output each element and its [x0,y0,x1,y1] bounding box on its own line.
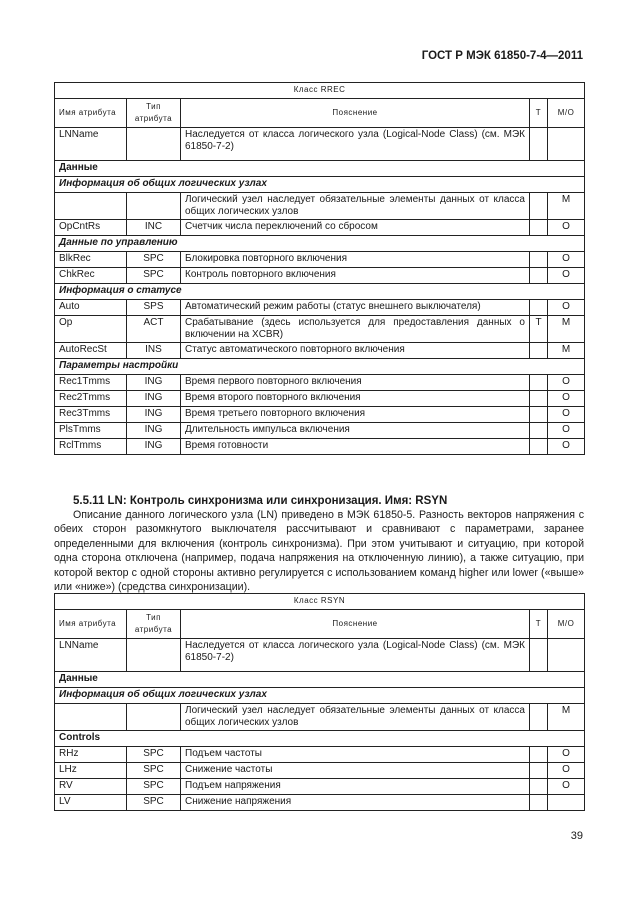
explanation-cell: Время готовности [181,439,530,455]
col-header-type: Тип атрибута [127,610,181,639]
table-row [55,779,585,795]
explanation-cell: Статус автоматического повторного включения [181,343,530,359]
explanation-cell: Контроль повторного включения [181,268,530,284]
col-header-t: T [530,610,548,639]
attr-cell: BlkRec [55,252,127,268]
col-header-explanation: Пояснение [181,99,530,128]
mo-cell: O [548,252,585,268]
explanation-cell: Логический узел наследует обязательные элементы данных от класса общих логических узлов [181,193,530,220]
mo-cell: O [548,300,585,316]
table-row [55,423,585,439]
attr-cell: Rec3Tmms [55,407,127,423]
table-row [55,763,585,779]
page-number: 39 [570,830,583,842]
type-cell: ING [127,439,181,455]
table-row [55,704,585,731]
table-header-row [55,99,585,128]
type-cell: INC [127,220,181,236]
type-cell: INS [127,343,181,359]
attr-cell: LNName [55,639,127,672]
attr-cell: LNName [55,128,127,161]
explanation-cell: Логический узел наследует обязательные элементы данных от класса общих логических узлов [181,704,530,731]
table-row [55,193,585,220]
attr-cell: LV [55,795,127,811]
explanation-cell: Снижение частоты [181,763,530,779]
table-header-row [55,610,585,639]
table-row [55,439,585,455]
attr-cell: LHz [55,763,127,779]
attr-cell: OpCntRs [55,220,127,236]
type-cell: ING [127,423,181,439]
section-row-settings: Параметры настройки [55,359,585,375]
explanation-cell: Блокировка повторного включения [181,252,530,268]
type-cell: SPC [127,747,181,763]
table-row [55,639,585,672]
type-cell: SPC [127,252,181,268]
table-row [55,268,585,284]
table-caption: Класс RSYN [55,594,585,610]
rrec-table [54,82,585,455]
section-row-data: Данные [55,672,585,688]
attr-cell: RHz [55,747,127,763]
table-row [55,747,585,763]
mo-cell: O [548,763,585,779]
col-header-mo: M/O [548,610,585,639]
col-header-attr: Имя атрибута [55,610,127,639]
mo-cell: O [548,439,585,455]
mo-cell: O [548,375,585,391]
explanation-cell: Срабатывание (здесь используется для предоставления данных о включении на XCBR) [181,316,530,343]
col-header-mo: M/O [548,99,585,128]
type-cell: SPS [127,300,181,316]
mo-cell: M [548,343,585,359]
section-row-common: Информация об общих логических узлах [55,177,585,193]
col-header-type: Тип атрибута [127,99,181,128]
table-row [55,220,585,236]
col-header-explanation: Пояснение [181,610,530,639]
attr-cell: Rec1Tmms [55,375,127,391]
section-row-status: Информация о статусе [55,284,585,300]
explanation-cell: Подъем напряжения [181,779,530,795]
attr-cell: Rec2Tmms [55,391,127,407]
explanation-cell: Наследуется от класса логического узла (Logical-Node Class) (см. МЭК 61850-7-2) [181,128,530,161]
table-row [55,795,585,811]
table-row [55,300,585,316]
attr-cell: ChkRec [55,268,127,284]
attr-cell: PlsTmms [55,423,127,439]
explanation-cell: Наследуется от класса логического узла (Logical-Node Class) (см. МЭК 61850-7-2) [181,639,530,672]
table-row [55,252,585,268]
explanation-cell: Время третьего повторного включения [181,407,530,423]
mo-cell: O [548,268,585,284]
table-row [55,128,585,161]
explanation-cell: Счетчик числа переключений со сбросом [181,220,530,236]
section-row-controls: Controls [55,731,585,747]
col-header-attr: Имя атрибута [55,99,127,128]
type-cell: SPC [127,268,181,284]
explanation-cell: Автоматический режим работы (статус внешнего выключателя) [181,300,530,316]
mo-cell: O [548,220,585,236]
type-cell: SPC [127,779,181,795]
mo-cell: O [548,407,585,423]
attr-cell: Auto [55,300,127,316]
mo-cell: M [548,193,585,220]
type-cell: ING [127,391,181,407]
type-cell: ING [127,407,181,423]
mo-cell: O [548,779,585,795]
explanation-cell: Снижение напряжения [181,795,530,811]
table-row [55,407,585,423]
mo-cell: O [548,747,585,763]
section-row-data: Данные [55,161,585,177]
type-cell: SPC [127,763,181,779]
explanation-cell: Подъем частоты [181,747,530,763]
type-cell: SPC [127,795,181,811]
type-cell: ING [127,375,181,391]
section-row-common: Информация об общих логических узлах [55,688,585,704]
t-cell: T [530,316,548,343]
table-row [55,391,585,407]
type-cell: ACT [127,316,181,343]
explanation-cell: Время первого повторного включения [181,375,530,391]
table-row [55,375,585,391]
attr-cell: AutoRecSt [55,343,127,359]
mo-cell: M [548,316,585,343]
section-heading: 5.5.11 LN: Контроль синхронизма или синхронизация. Имя: RSYN [73,495,448,507]
col-header-t: T [530,99,548,128]
attr-cell: RV [55,779,127,795]
explanation-cell: Время второго повторного включения [181,391,530,407]
mo-cell: M [548,704,585,731]
section-paragraph: Описание данного логического узла (LN) приведено в МЭК 61850-5. Разность векторов напряжения с обеих сторон разомкнутого выключателя рассчитывают и сравнивают с параметрами, заранее определенными для включения (контроль синхронизма). При этом учитывают и ситуацию, при которой одна сторона отключена (например, подача напряжения на отключенную линию), а также ситуацию, при которой вектор с одной стороны активно регулируется с использованием команд higher или lower («выше» или «ниже») (средства синхронизации). [54,509,584,594]
table-row [55,316,585,343]
section-row-control: Данные по управлению [55,236,585,252]
document-header: ГОСТ Р МЭК 61850-7-4—2011 [421,50,583,62]
table-row [55,343,585,359]
attr-cell: Op [55,316,127,343]
explanation-cell: Длительность импульса включения [181,423,530,439]
attr-cell: RclTmms [55,439,127,455]
mo-cell: O [548,423,585,439]
table-caption: Класс RREC [55,83,585,99]
rsyn-table [54,593,585,811]
mo-cell: O [548,391,585,407]
